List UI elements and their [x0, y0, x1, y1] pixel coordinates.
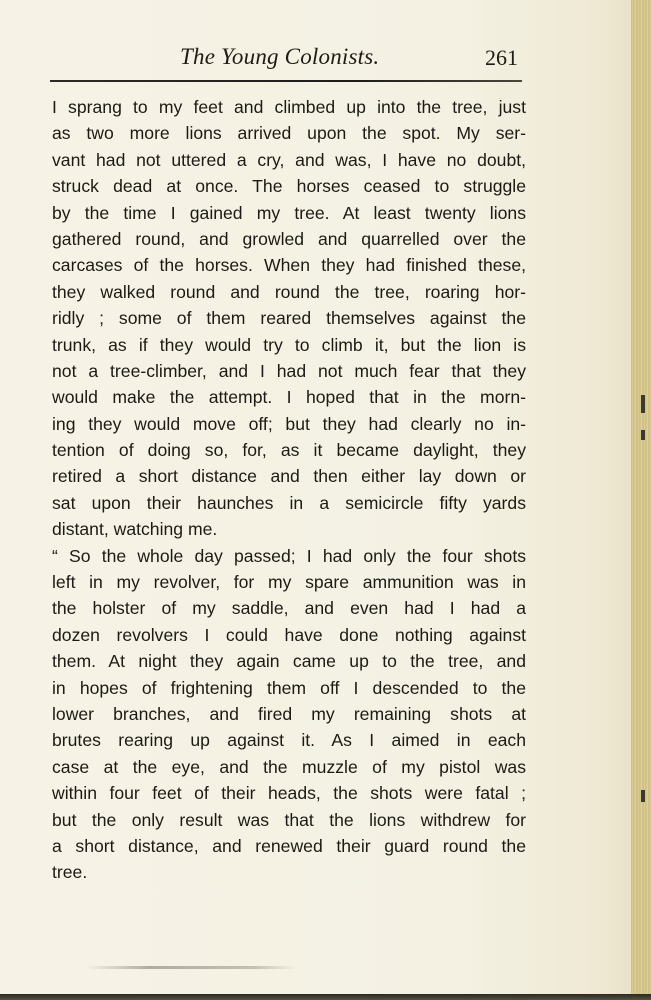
text-line: within four feet of their heads, the shots were fatal ;: [52, 783, 526, 804]
page-header: [52, 44, 524, 74]
text-line: in hopes of frightening them off I descended to the: [52, 677, 526, 698]
text-line: ing they would move off; but they had clearly no in-: [52, 413, 526, 434]
text-line: distant, watching me.: [52, 519, 218, 540]
text-line: trunk, as if they would try to climb it, but the lion is: [52, 334, 526, 355]
text-line: struck dead at once. The horses ceased to struggle: [52, 176, 526, 197]
text-line: vant had not uttered a cry, and was, I have no doubt,: [52, 149, 526, 170]
text-line: lower branches, and fired my remaining shots at: [52, 703, 526, 724]
page-number: 261: [485, 45, 518, 70]
text-line: dozen revolvers I could have done nothing against: [52, 624, 526, 645]
spine-mark: [641, 395, 645, 413]
text-line: the holster of my saddle, and even had I had a: [52, 598, 526, 619]
text-line: as two more lions arrived upon the spot. My ser-: [52, 123, 526, 144]
text-line: by the time I gained my tree. At least twenty lions: [52, 202, 526, 223]
page-bottom-edge: [0, 994, 651, 1000]
header-rule: [50, 80, 522, 82]
page-smudge: [86, 966, 296, 969]
text-line: tree.: [52, 862, 88, 883]
text-line: carcases of the horses. When they had finished these,: [52, 255, 526, 276]
text-line: tention of doing so, for, as it became daylight, they: [52, 440, 526, 461]
text-line: left in my revolver, for my spare ammunition was in: [52, 572, 526, 593]
text-line: not a tree-climber, and I had not much fear that they: [52, 360, 526, 381]
running-title: The Young Colonists.: [180, 44, 380, 69]
text-line: I sprang to my feet and climbed up into the tree, just: [52, 97, 526, 117]
text-line: “ So the whole day passed; I had only the four shots: [52, 545, 526, 566]
text-line: gathered round, and growled and quarrelled over the: [52, 228, 526, 249]
text-line: a short distance, and renewed their guard round the: [52, 835, 526, 856]
text-line: sat upon their haunches in a semicircle fifty yards: [52, 492, 526, 513]
text-line: case at the eye, and the muzzle of my pistol was: [52, 756, 526, 777]
text-line: brutes rearing up against it. As I aimed in each: [52, 730, 526, 751]
text-line: them. At night they again came up to the tree, and: [52, 651, 526, 672]
text-line: they walked round and round the tree, roaring hor-: [52, 281, 526, 302]
text-line: ridly ; some of them reared themselves against the: [52, 308, 526, 329]
text-line: but the only result was that the lions withdrew for: [52, 809, 526, 830]
spine-mark: [641, 430, 645, 440]
spine-mark: [641, 790, 645, 802]
body-text: [52, 94, 526, 886]
book-spine-edge: [631, 0, 651, 1000]
text-line: would make the attempt. I hoped that in the morn-: [52, 387, 526, 408]
text-line: retired a short distance and then either lay down or: [52, 466, 526, 487]
